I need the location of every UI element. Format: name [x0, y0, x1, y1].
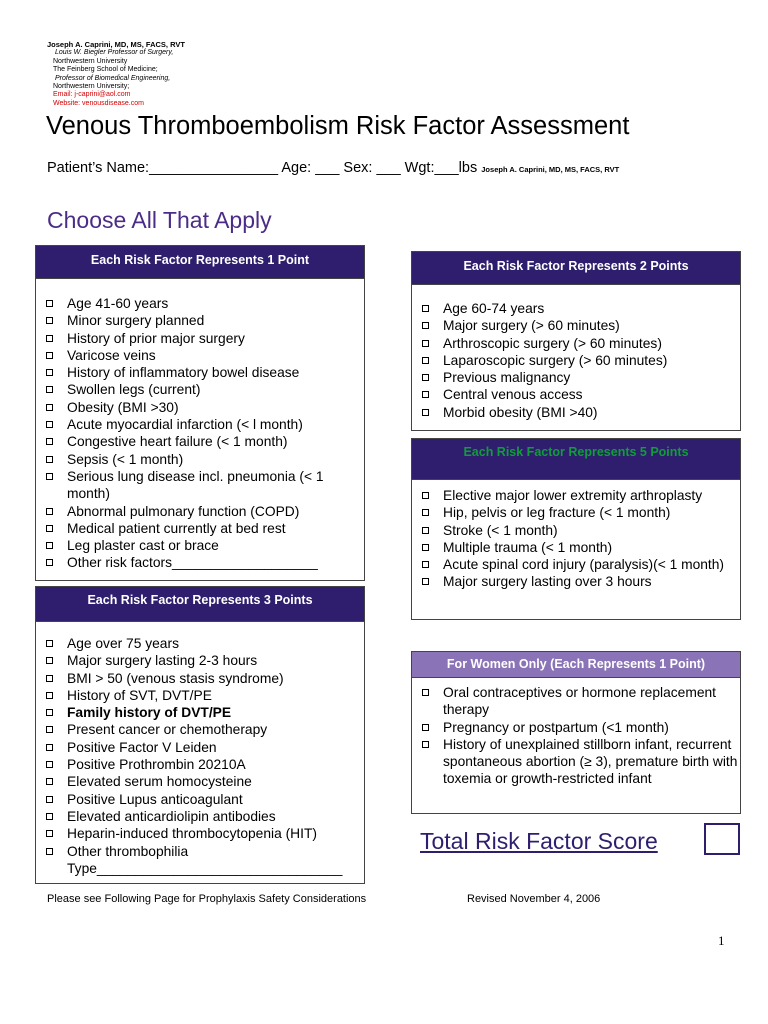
- risk-factor-label: History of SVT, DVT/PE: [67, 687, 212, 703]
- checkbox-icon[interactable]: [422, 374, 429, 381]
- box-1-point-header: Each Risk Factor Represents 1 Point: [36, 246, 364, 279]
- risk-factor-label: Elevated anticardiolipin antibodies: [67, 808, 276, 824]
- checkbox-icon[interactable]: [46, 542, 53, 549]
- checkbox-icon[interactable]: [422, 409, 429, 416]
- risk-factor-item[interactable]: [412, 335, 740, 352]
- checkbox-icon[interactable]: [46, 830, 53, 837]
- risk-factor-item[interactable]: [412, 386, 740, 403]
- box-5-points-list: [412, 487, 740, 591]
- risk-factor-label: BMI > 50 (venous stasis syndrome): [67, 670, 284, 686]
- risk-factor-item[interactable]: [412, 684, 740, 719]
- risk-factor-label: Other thrombophilia Type________________________________: [67, 843, 343, 876]
- risk-factor-item[interactable]: [36, 687, 364, 704]
- risk-factor-item[interactable]: [36, 468, 364, 503]
- risk-factor-item[interactable]: [36, 756, 364, 773]
- footer-note: Please see Following Page for Prophylaxis Safety Considerations: [47, 893, 367, 905]
- risk-factor-label: Minor surgery planned: [67, 313, 205, 329]
- risk-factor-item[interactable]: [36, 399, 364, 416]
- box-women-only: [411, 651, 741, 814]
- checkbox-icon[interactable]: [422, 340, 429, 347]
- checkbox-icon[interactable]: [422, 527, 429, 534]
- risk-factor-label: Major surgery lasting 2-3 hours: [67, 653, 258, 669]
- risk-factor-item[interactable]: [412, 736, 740, 788]
- risk-factor-item[interactable]: [36, 364, 364, 381]
- checkbox-icon[interactable]: [422, 322, 429, 329]
- risk-factor-item[interactable]: [36, 635, 364, 652]
- risk-factor-label: Acute myocardial infarction (< l month): [67, 417, 303, 433]
- checkbox-icon[interactable]: [422, 509, 429, 516]
- risk-factor-label: Leg plaster cast or brace: [67, 538, 219, 554]
- checkbox-icon[interactable]: [46, 848, 53, 855]
- checkbox-icon[interactable]: [46, 508, 53, 515]
- risk-factor-label: Positive Factor V Leiden: [67, 739, 217, 755]
- checkbox-icon[interactable]: [422, 544, 429, 551]
- risk-factor-item[interactable]: [412, 317, 740, 334]
- box-5-points-header: Each Risk Factor Represents 5 Points: [412, 439, 740, 480]
- risk-factor-label: Congestive heart failure (< 1 month): [67, 434, 288, 450]
- risk-factor-item[interactable]: [412, 487, 740, 504]
- risk-factor-item[interactable]: [412, 504, 740, 521]
- risk-factor-label: Other risk factors___________________: [67, 555, 318, 571]
- risk-factor-label: Major surgery (> 60 minutes): [443, 318, 620, 334]
- risk-factor-label: Central venous access: [443, 387, 583, 403]
- risk-factor-label: Present cancer or chemotherapy: [67, 722, 268, 738]
- box-1-point: [35, 245, 365, 581]
- checkbox-icon[interactable]: [46, 778, 53, 785]
- risk-factor-label: Oral contraceptives or hormone replacement therapy: [443, 685, 717, 718]
- risk-factor-label: Abnormal pulmonary function (COPD): [67, 503, 300, 519]
- checkbox-icon[interactable]: [46, 525, 53, 532]
- checkbox-icon[interactable]: [46, 761, 53, 768]
- checkbox-icon[interactable]: [46, 438, 53, 445]
- risk-factor-item[interactable]: [36, 773, 364, 790]
- box-1-point-list: [36, 295, 364, 572]
- box-2-points: [411, 251, 741, 431]
- checkbox-icon[interactable]: [46, 300, 53, 307]
- checkbox-icon[interactable]: [46, 709, 53, 716]
- checkbox-icon[interactable]: [422, 724, 429, 731]
- risk-factor-label: Positive Lupus anticoagulant: [67, 791, 243, 807]
- checkbox-icon[interactable]: [46, 813, 53, 820]
- risk-factor-label: Sepsis (< 1 month): [67, 451, 184, 467]
- author-line-5: Northwestern University;: [53, 83, 130, 91]
- checkbox-icon[interactable]: [46, 317, 53, 324]
- box-women-only-list: [412, 684, 740, 788]
- risk-factor-item[interactable]: [36, 295, 364, 312]
- risk-factor-item[interactable]: [36, 520, 364, 537]
- risk-factor-label: Age 41-60 years: [67, 296, 169, 311]
- patient-info-line: [47, 160, 619, 176]
- box-2-points-header: Each Risk Factor Represents 2 Points: [412, 252, 740, 285]
- box-women-only-header: For Women Only (Each Represents 1 Point): [412, 652, 740, 678]
- risk-factor-label: Pregnancy or postpartum (<1 month): [443, 719, 669, 735]
- choose-heading: Choose All That Apply: [47, 207, 272, 233]
- author-line-4: Professor of Biomedical Engineering,: [55, 74, 171, 82]
- checkbox-icon[interactable]: [46, 335, 53, 342]
- risk-factor-label: Morbid obesity (BMI >40): [443, 404, 598, 420]
- risk-factor-item[interactable]: [36, 670, 364, 687]
- box-5-points: [411, 438, 741, 620]
- risk-factor-item[interactable]: [412, 522, 740, 539]
- risk-factor-item[interactable]: [36, 433, 364, 450]
- checkbox-icon[interactable]: [46, 692, 53, 699]
- checkbox-icon[interactable]: [46, 352, 53, 359]
- risk-factor-label: Multiple trauma (< 1 month): [443, 539, 613, 555]
- checkbox-icon[interactable]: [46, 796, 53, 803]
- checkbox-icon[interactable]: [422, 391, 429, 398]
- checkbox-icon[interactable]: [46, 369, 53, 376]
- risk-factor-label: Medical patient currently at bed rest: [67, 520, 286, 536]
- author-line-2: Northwestern University: [53, 57, 128, 65]
- checkbox-icon[interactable]: [46, 640, 53, 647]
- risk-factor-item[interactable]: [36, 381, 364, 398]
- risk-factor-label: Laparoscopic surgery (> 60 minutes): [443, 352, 668, 368]
- total-score-label: Total Risk Factor Score: [420, 828, 658, 854]
- risk-factor-label: Serious lung disease incl. pneumonia (< 1 month): [67, 468, 324, 502]
- risk-factor-item[interactable]: [36, 791, 364, 808]
- risk-factor-label: Varicose veins: [67, 347, 156, 363]
- checkbox-icon[interactable]: [46, 726, 53, 733]
- author-line-3: The Feinberg School of Medicine;: [53, 66, 158, 74]
- checkbox-icon[interactable]: [422, 492, 429, 499]
- risk-factor-label: History of inflammatory bowel disease: [67, 365, 300, 381]
- box-3-points-header: Each Risk Factor Represents 3 Points: [36, 587, 364, 622]
- checkbox-icon[interactable]: [46, 473, 53, 480]
- risk-factor-item[interactable]: [36, 825, 364, 842]
- checkbox-icon[interactable]: [46, 657, 53, 664]
- risk-factor-label: Acute spinal cord injury (paralysis)(< 1 month): [443, 557, 725, 573]
- risk-factor-item[interactable]: [36, 451, 364, 468]
- risk-factor-label: Elevated serum homocysteine: [67, 774, 252, 790]
- risk-factor-item[interactable]: [36, 503, 364, 520]
- checkbox-icon[interactable]: [46, 421, 53, 428]
- page-number: 1: [718, 933, 725, 948]
- risk-factor-item[interactable]: [36, 347, 364, 364]
- author-line-1: Louis W. Biegler Professor of Surgery,: [55, 49, 174, 57]
- checkbox-icon[interactable]: [422, 689, 429, 696]
- checkbox-icon[interactable]: [46, 386, 53, 393]
- risk-factor-label: Family history of DVT/PE: [67, 705, 232, 721]
- risk-factor-label: History of prior major surgery: [67, 330, 245, 346]
- author-email: Email: j-caprini@aol.com: [53, 91, 131, 99]
- risk-factor-item[interactable]: [36, 739, 364, 756]
- risk-factor-item[interactable]: [412, 719, 740, 736]
- checkbox-icon[interactable]: [46, 675, 53, 682]
- checkbox-icon[interactable]: [422, 578, 429, 585]
- risk-factor-label: Arthroscopic surgery (> 60 minutes): [443, 335, 662, 351]
- risk-factor-item[interactable]: [412, 369, 740, 386]
- risk-factor-item[interactable]: [412, 539, 740, 556]
- risk-factor-label: Elective major lower extremity arthroplasty: [443, 488, 703, 503]
- risk-factor-item[interactable]: [36, 312, 364, 329]
- risk-factor-item[interactable]: [412, 352, 740, 369]
- risk-factor-item[interactable]: [412, 404, 740, 421]
- box-3-points: [35, 586, 365, 884]
- risk-factor-label: Stroke (< 1 month): [443, 522, 558, 538]
- checkbox-icon[interactable]: [46, 456, 53, 463]
- risk-factor-label: Age 60-74 years: [443, 301, 545, 316]
- risk-factor-item[interactable]: [36, 330, 364, 347]
- risk-factor-label: Swollen legs (current): [67, 382, 201, 398]
- footer-revised: Revised November 4, 2006: [467, 893, 601, 905]
- risk-factor-item[interactable]: [36, 808, 364, 825]
- risk-factor-label: Hip, pelvis or leg fracture (< 1 month): [443, 505, 671, 521]
- risk-factor-label: Age over 75 years: [67, 636, 179, 651]
- risk-factor-item[interactable]: [36, 554, 364, 571]
- checkbox-icon[interactable]: [422, 305, 429, 312]
- patient-signature: Joseph A. Caprini, MD, MS, FACS, RVT: [481, 165, 620, 174]
- risk-factor-label: Heparin-induced thrombocytopenia (HIT): [67, 826, 317, 842]
- author-block: [47, 41, 185, 108]
- risk-factor-item[interactable]: [412, 556, 740, 573]
- author-website: Website: venousdisease.com: [53, 99, 144, 107]
- risk-factor-item[interactable]: [36, 704, 364, 721]
- risk-factor-item[interactable]: [412, 300, 740, 317]
- risk-factor-label: Previous malignancy: [443, 370, 571, 386]
- checkbox-icon[interactable]: [46, 744, 53, 751]
- patient-fields: Patient’s Name:________________ Age: ___ Sex: ___ Wgt:___lbs: [47, 160, 478, 176]
- risk-factor-item[interactable]: [36, 843, 364, 878]
- risk-factor-label: History of unexplained stillborn infant, recurrent spontaneous abortion (≥ 3), premature birth with toxemia or growth-restricted infant: [443, 736, 738, 787]
- box-2-points-list: [412, 300, 740, 421]
- box-3-points-list: [36, 635, 364, 877]
- page-title: Venous Thromboembolism Risk Factor Assessment: [46, 112, 630, 140]
- risk-factor-label: Positive Prothrombin 20210A: [67, 757, 246, 773]
- checkbox-icon[interactable]: [422, 741, 429, 748]
- risk-factor-item[interactable]: [36, 416, 364, 433]
- risk-factor-label: Major surgery lasting over 3 hours: [443, 574, 652, 590]
- risk-factor-item[interactable]: [36, 721, 364, 738]
- checkbox-icon[interactable]: [46, 404, 53, 411]
- risk-factor-item[interactable]: [412, 573, 740, 590]
- checkbox-icon[interactable]: [46, 559, 53, 566]
- author-name: Joseph A. Caprini, MD, MS, FACS, RVT: [47, 40, 185, 49]
- risk-factor-item[interactable]: [36, 652, 364, 669]
- checkbox-icon[interactable]: [422, 357, 429, 364]
- checkbox-icon[interactable]: [422, 561, 429, 568]
- risk-factor-label: Obesity (BMI >30): [67, 399, 179, 415]
- risk-factor-item[interactable]: [36, 537, 364, 554]
- total-score-box[interactable]: [704, 823, 740, 855]
